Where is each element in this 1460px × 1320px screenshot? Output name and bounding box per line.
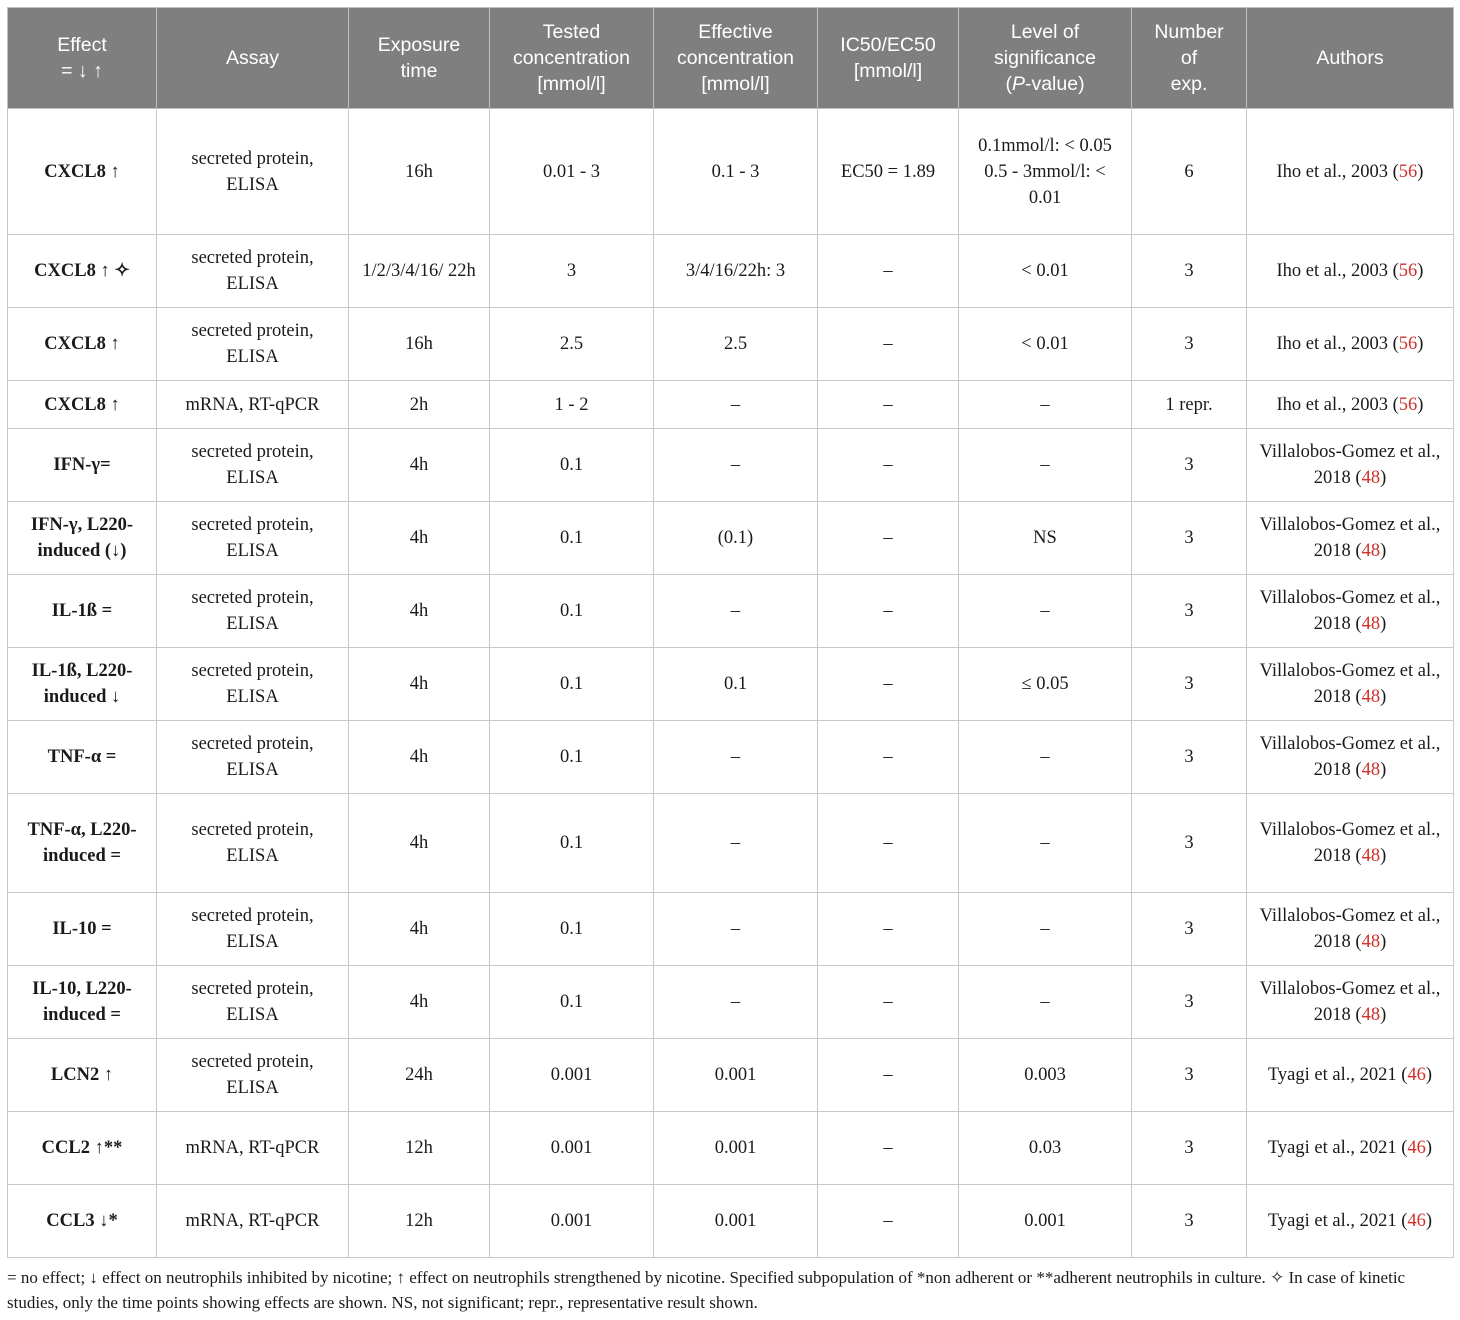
reference-link[interactable]: 56 [1398, 261, 1418, 281]
cell-number: 3 [1132, 235, 1247, 308]
cell-effective: – [654, 721, 818, 794]
cell-exposure: 1/2/3/4/16/ 22h [349, 235, 490, 308]
cell-exposure: 12h [349, 1112, 490, 1185]
cell-ic50: – [818, 235, 959, 308]
cell-effective: – [654, 966, 818, 1039]
cell-tested: 0.001 [490, 1039, 654, 1112]
cell-ic50: – [818, 794, 959, 893]
cell-exposure: 4h [349, 648, 490, 721]
table-row [8, 966, 1454, 1039]
results-table-container [7, 7, 1453, 1258]
cell-tested: 0.1 [490, 429, 654, 502]
table-row [8, 1185, 1454, 1258]
cell-authors: Tyagi et al., 2021 (46) [1247, 1039, 1454, 1112]
cell-ic50: – [818, 721, 959, 794]
cell-number: 6 [1132, 109, 1247, 235]
cell-effective: 0.001 [654, 1039, 818, 1112]
cell-assay: secreted protein, ELISA [157, 966, 349, 1039]
cell-assay: secreted protein, ELISA [157, 794, 349, 893]
cell-effective: 3/4/16/22h: 3 [654, 235, 818, 308]
cell-tested: 0.1 [490, 794, 654, 893]
reference-link[interactable]: 48 [1361, 541, 1381, 561]
cell-effect: LCN2 ↑ [8, 1039, 157, 1112]
cell-assay: secreted protein, ELISA [157, 648, 349, 721]
cell-tested: 0.1 [490, 966, 654, 1039]
cell-number: 1 repr. [1132, 381, 1247, 429]
cell-assay: mRNA, RT-qPCR [157, 381, 349, 429]
cell-ic50: – [818, 1112, 959, 1185]
cell-tested: 0.1 [490, 893, 654, 966]
cell-ic50: – [818, 1185, 959, 1258]
header-tested: Tested concentration [mmol/l] [490, 8, 654, 109]
header-effective: Effective concentration [mmol/l] [654, 8, 818, 109]
cell-tested: 3 [490, 235, 654, 308]
cell-significance: NS [959, 502, 1132, 575]
cell-effective: – [654, 575, 818, 648]
table-row [8, 1112, 1454, 1185]
table-row [8, 235, 1454, 308]
cell-number: 3 [1132, 308, 1247, 381]
cell-effective: 0.1 [654, 648, 818, 721]
cell-effect: CXCL8 ↑ [8, 381, 157, 429]
cell-effective: 0.001 [654, 1112, 818, 1185]
cell-tested: 0.1 [490, 575, 654, 648]
cell-significance: – [959, 721, 1132, 794]
cell-effect: IL-1ß = [8, 575, 157, 648]
cell-effective: – [654, 794, 818, 893]
cell-effective: 0.001 [654, 1185, 818, 1258]
reference-link[interactable]: 48 [1361, 932, 1381, 952]
cell-authors: Villalobos-Gomez et al., 2018 (48) [1247, 721, 1454, 794]
cell-authors: Villalobos-Gomez et al., 2018 (48) [1247, 429, 1454, 502]
table-row [8, 502, 1454, 575]
cell-tested: 0.01 - 3 [490, 109, 654, 235]
cell-authors: Tyagi et al., 2021 (46) [1247, 1185, 1454, 1258]
cell-effect: IL-10, L220-induced = [8, 966, 157, 1039]
cell-authors: Iho et al., 2003 (56) [1247, 109, 1454, 235]
cell-effect: TNF-α = [8, 721, 157, 794]
cell-significance: 0.001 [959, 1185, 1132, 1258]
cell-authors: Villalobos-Gomez et al., 2018 (48) [1247, 502, 1454, 575]
cell-number: 3 [1132, 966, 1247, 1039]
cell-effective: – [654, 429, 818, 502]
table-body [8, 109, 1454, 1258]
cell-assay: secreted protein, ELISA [157, 308, 349, 381]
cell-authors: Villalobos-Gomez et al., 2018 (48) [1247, 575, 1454, 648]
cell-tested: 1 - 2 [490, 381, 654, 429]
cell-effect: CCL3 ↓* [8, 1185, 157, 1258]
reference-link[interactable]: 46 [1407, 1211, 1426, 1231]
cell-effect: CXCL8 ↑ [8, 109, 157, 235]
cell-tested: 0.001 [490, 1112, 654, 1185]
table-row [8, 575, 1454, 648]
cell-exposure: 2h [349, 381, 490, 429]
cell-ic50: EC50 = 1.89 [818, 109, 959, 235]
cell-authors: Tyagi et al., 2021 (46) [1247, 1112, 1454, 1185]
cell-tested: 0.001 [490, 1185, 654, 1258]
cell-effective: 0.1 - 3 [654, 109, 818, 235]
reference-link[interactable]: 48 [1361, 687, 1381, 707]
cell-number: 3 [1132, 1039, 1247, 1112]
cell-authors: Villalobos-Gomez et al., 2018 (48) [1247, 893, 1454, 966]
cell-assay: secreted protein, ELISA [157, 575, 349, 648]
cell-exposure: 4h [349, 502, 490, 575]
cell-effect: TNF-α, L220-induced = [8, 794, 157, 893]
cell-exposure: 12h [349, 1185, 490, 1258]
cell-exposure: 4h [349, 721, 490, 794]
cell-effect: IL-1ß, L220-induced ↓ [8, 648, 157, 721]
cell-authors: Iho et al., 2003 (56) [1247, 308, 1454, 381]
cell-exposure: 24h [349, 1039, 490, 1112]
cell-number: 3 [1132, 721, 1247, 794]
cell-assay: secreted protein, ELISA [157, 502, 349, 575]
cell-effective: – [654, 893, 818, 966]
cell-ic50: – [818, 575, 959, 648]
cell-effect: IL-10 = [8, 893, 157, 966]
reference-link[interactable]: 48 [1361, 760, 1381, 780]
cell-significance: – [959, 966, 1132, 1039]
cell-number: 3 [1132, 502, 1247, 575]
cell-ic50: – [818, 648, 959, 721]
cell-effect: CCL2 ↑** [8, 1112, 157, 1185]
cell-assay: secreted protein, ELISA [157, 1039, 349, 1112]
reference-link[interactable]: 48 [1361, 468, 1381, 488]
cell-ic50: – [818, 966, 959, 1039]
reference-link[interactable]: 48 [1361, 846, 1381, 866]
cell-effect: CXCL8 ↑ ✧ [8, 235, 157, 308]
cell-ic50: – [818, 893, 959, 966]
cell-assay: secreted protein, ELISA [157, 235, 349, 308]
table-row [8, 893, 1454, 966]
cell-number: 3 [1132, 1185, 1247, 1258]
cell-authors: Iho et al., 2003 (56) [1247, 235, 1454, 308]
cell-tested: 2.5 [490, 308, 654, 381]
cell-effective: (0.1) [654, 502, 818, 575]
cell-exposure: 16h [349, 308, 490, 381]
cell-number: 3 [1132, 575, 1247, 648]
cell-exposure: 4h [349, 966, 490, 1039]
header-assay: Assay [157, 8, 349, 109]
cell-assay: secreted protein, ELISA [157, 109, 349, 235]
table-row [8, 429, 1454, 502]
cell-number: 3 [1132, 429, 1247, 502]
table-row [8, 648, 1454, 721]
cell-effective: – [654, 381, 818, 429]
cell-exposure: 4h [349, 429, 490, 502]
cell-authors: Villalobos-Gomez et al., 2018 (48) [1247, 648, 1454, 721]
header-number: Number of exp. [1132, 8, 1247, 109]
cell-effective: 2.5 [654, 308, 818, 381]
cell-significance: 0.03 [959, 1112, 1132, 1185]
table-row [8, 308, 1454, 381]
cell-authors: Villalobos-Gomez et al., 2018 (48) [1247, 966, 1454, 1039]
cell-ic50: – [818, 1039, 959, 1112]
reference-link[interactable]: 46 [1407, 1138, 1426, 1158]
cell-effect: IFN-γ= [8, 429, 157, 502]
cell-ic50: – [818, 381, 959, 429]
cell-exposure: 4h [349, 575, 490, 648]
reference-link[interactable]: 48 [1361, 614, 1381, 634]
table-row [8, 1039, 1454, 1112]
cell-tested: 0.1 [490, 721, 654, 794]
cell-ic50: – [818, 429, 959, 502]
cell-significance: – [959, 893, 1132, 966]
cell-significance: – [959, 794, 1132, 893]
reference-link[interactable]: 48 [1361, 1005, 1381, 1025]
table-row [8, 794, 1454, 893]
cell-significance: 0.1mmol/l: < 0.05 0.5 - 3mmol/l: < 0.01 [959, 109, 1132, 235]
cell-tested: 0.1 [490, 502, 654, 575]
header-authors: Authors [1247, 8, 1454, 109]
cell-exposure: 4h [349, 893, 490, 966]
cell-assay: mRNA, RT-qPCR [157, 1185, 349, 1258]
cell-assay: mRNA, RT-qPCR [157, 1112, 349, 1185]
cell-significance: – [959, 575, 1132, 648]
cell-authors: Villalobos-Gomez et al., 2018 (48) [1247, 794, 1454, 893]
cell-significance: – [959, 429, 1132, 502]
cell-exposure: 4h [349, 794, 490, 893]
table-row [8, 109, 1454, 235]
cell-assay: secreted protein, ELISA [157, 721, 349, 794]
table-footnote: = no effect; ↓ effect on neutrophils inhibited by nicotine; ↑ effect on neutrophils strengthened by nicotine. Specified subpopulation of *non adherent or **adherent neutrophils in culture. ✧ In case of kinetic studies, only the time points showing effects are shown. NS, not significant; repr., representative result shown. [7, 1268, 1406, 1312]
table-header [8, 8, 1454, 109]
reference-link[interactable]: 56 [1398, 394, 1418, 415]
cell-significance: – [959, 381, 1132, 429]
cell-ic50: – [818, 308, 959, 381]
table-row [8, 721, 1454, 794]
cell-significance: 0.003 [959, 1039, 1132, 1112]
cell-effect: IFN-γ, L220-induced (↓) [8, 502, 157, 575]
cell-authors: Iho et al., 2003 (56) [1247, 381, 1454, 429]
cell-significance: < 0.01 [959, 235, 1132, 308]
cell-exposure: 16h [349, 109, 490, 235]
header-effect: Effect = ↓ ↑ [8, 8, 157, 109]
cell-significance: < 0.01 [959, 308, 1132, 381]
cell-effect: CXCL8 ↑ [8, 308, 157, 381]
reference-link[interactable]: 56 [1398, 334, 1418, 354]
reference-link[interactable]: 56 [1398, 161, 1418, 182]
cell-number: 3 [1132, 893, 1247, 966]
cell-number: 3 [1132, 648, 1247, 721]
cell-assay: secreted protein, ELISA [157, 429, 349, 502]
cell-assay: secreted protein, ELISA [157, 893, 349, 966]
header-exposure: Exposure time [349, 8, 490, 109]
reference-link[interactable]: 46 [1407, 1065, 1426, 1085]
cell-ic50: – [818, 502, 959, 575]
nicotine-neutrophil-table [7, 7, 1454, 1258]
cell-significance: ≤ 0.05 [959, 648, 1132, 721]
cell-tested: 0.1 [490, 648, 654, 721]
cell-number: 3 [1132, 1112, 1247, 1185]
header-significance: Level of significance (P-value) [959, 8, 1132, 109]
cell-number: 3 [1132, 794, 1247, 893]
header-ic50: IC50/EC50 [mmol/l] [818, 8, 959, 109]
table-row [8, 381, 1454, 429]
